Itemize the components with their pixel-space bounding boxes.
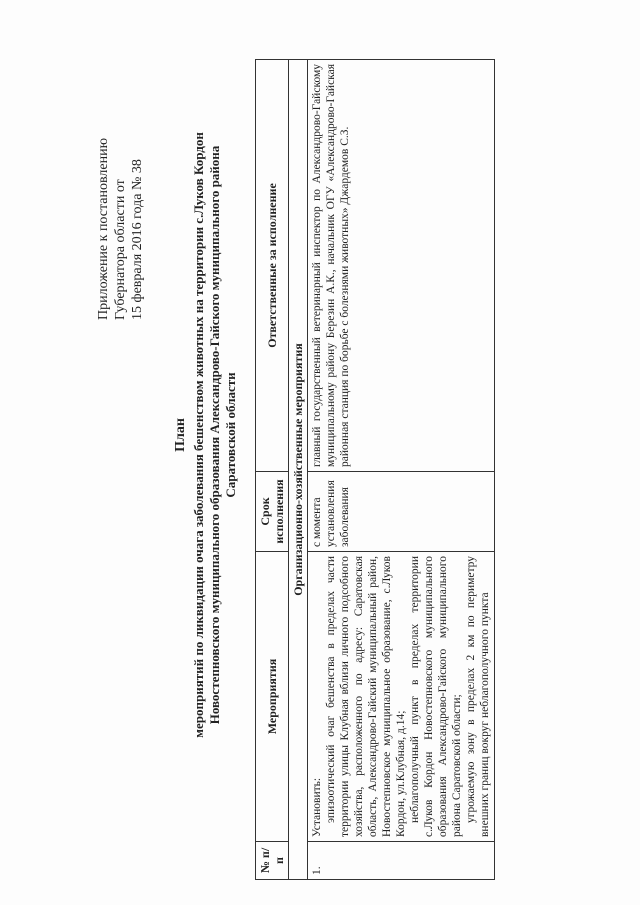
measure-focus: эпизоотический очаг бешенства в пределах части территории улицы Клубная вблизи личного подсобного хозяйства, расположенного по адресу: Саратовская область, Александрово-Гайский муниципальный район, Новостепновское муниципальное образование, с.Луков Кордон, ул.Клубная, д.14; (325, 556, 407, 837)
header-term: Срок исполнения (256, 472, 289, 552)
measures-table (255, 59, 495, 880)
title-line-3: Саратовской области (223, 372, 238, 498)
row-measures (308, 552, 495, 842)
measure-threat-zone: угрожаемую зону в пределах 2 км по периметру внешних границ вокруг неблагополучного пункта (465, 556, 491, 837)
table-header-row (256, 60, 289, 880)
title-line-1: мероприятий по ликвидации очага заболевания бешенством животных на территории с.Луков Кордон (191, 132, 206, 738)
title-plan: План (173, 418, 188, 452)
table-row (308, 60, 495, 880)
appendix-line-1: Приложение к постановлению (96, 137, 111, 320)
document-title (173, 35, 239, 835)
appendix-note (95, 60, 146, 320)
section-title: Организационно-хозяйственные мероприятия (289, 60, 308, 880)
header-responsible: Ответственные за исполнение (256, 60, 289, 472)
header-measures: Мероприятия (256, 552, 289, 842)
title-line-2: Новостепновского муниципального образования Александрово-Гайского муниципального района (207, 145, 222, 725)
row-term: с момента установления заболевания (308, 472, 495, 552)
header-num: № п/п (256, 842, 289, 880)
measure-unfavorable-point: неблагополучный пункт в пределах территории с.Луков Кордон Новостепновского муниципального образования Александрово-Гайского муниципального района Саратовской области; (409, 556, 463, 837)
row-num: 1. (308, 842, 495, 880)
section-row (289, 60, 308, 880)
row-responsible: главный государственный ветеринарный инспектор по Александрово-Гайскому муниципальному району Березин А.К., начальник ОГУ «Александрово-Гайская районная станция по борьбе с болезнями животных» Джардемов С.З. (308, 60, 495, 472)
appendix-line-2: Губернатора области от (113, 179, 128, 320)
appendix-line-3: 15 февраля 2016 года № 38 (130, 159, 145, 320)
measure-intro: Установить: (311, 777, 323, 837)
